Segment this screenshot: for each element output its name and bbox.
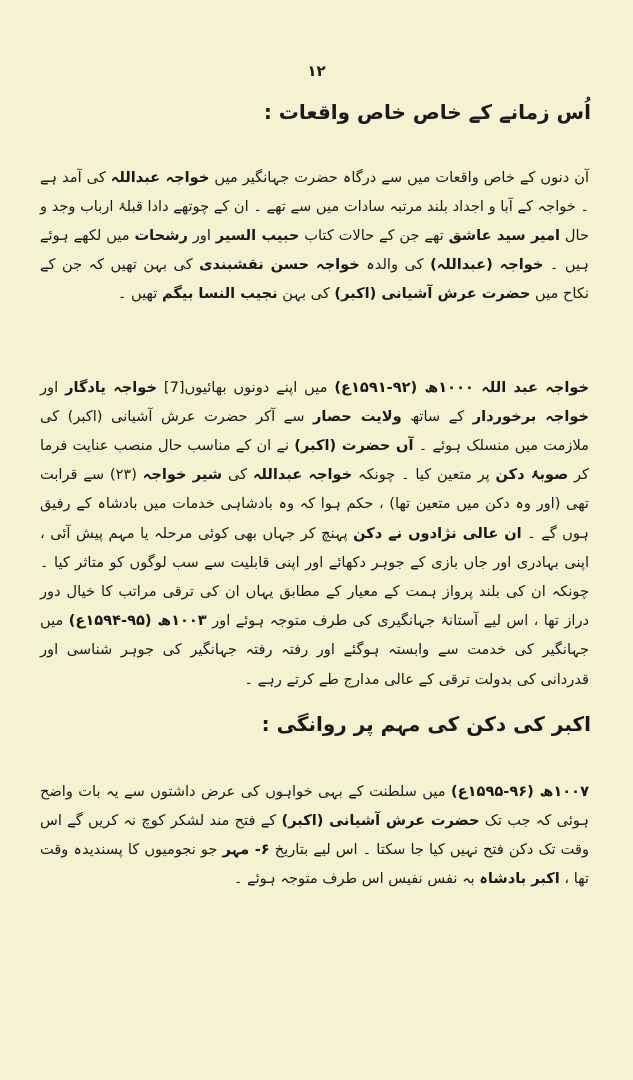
body-text: نے ان کے مناسب حال منصب عنایت فرما کر <box>40 437 589 484</box>
body-text: کے ساتھ <box>401 407 473 425</box>
body-text: تھے جن کے حالات کتاب <box>299 227 449 244</box>
body-text: پر متعین کیا ۔ چونکہ <box>352 466 496 484</box>
emphasis-text: ان عالی نژادوں نے دکن <box>353 524 522 542</box>
emphasis-text: خواجہ یادگار <box>65 378 157 396</box>
emphasis-text: ۱۰۰۷ھ (۹۶-۱۵۹۵ع) <box>450 782 589 800</box>
body-text: اور <box>40 378 66 396</box>
emphasis-text: امیر سید عاشق <box>448 227 561 244</box>
body-text: جو نجومیوں کا پسندیدہ وقت تھا ، <box>40 841 589 888</box>
page-number: ۱۲ <box>307 62 326 80</box>
paragraph-khwaja-abdullah-service <box>40 373 589 694</box>
body-text: میں اپنے دونوں بھائیوں[7] <box>156 378 335 396</box>
body-text: میں لکھے ہوئے ہیں ۔ <box>40 227 589 274</box>
body-text: تھیں ۔ <box>117 285 162 303</box>
body-text: کے فتح مند لشکر کوچ نہ کریں گے اس وقت تک دکن فتح نہیں کیا جا سکتا ۔ اس لیے بتاریخ <box>40 811 590 858</box>
paragraph-akbar-departure <box>40 777 589 894</box>
body-text: کی والدہ <box>359 256 431 274</box>
section-heading-deccan-campaign: اکبر کی دکن کی مہم پر روانگی : <box>261 712 591 736</box>
emphasis-text: حضرت عرش آشیانی (اکبر) <box>281 811 480 829</box>
emphasis-text: خواجہ حسن نقشبندی <box>199 256 360 274</box>
body-text: کی آمد ہے ۔ خواجہ کے آبا و اجداد بلند مرتبہ سادات میں سے تھے ۔ ان کے چوتھے دادا قبلۂ ارباب وجد و حال <box>40 168 589 244</box>
body-text: اور <box>187 227 216 244</box>
emphasis-text: ولایت حصار <box>313 407 402 425</box>
emphasis-text: خواجہ عبداللہ <box>252 466 353 484</box>
body-text: آن دنوں کے خاص واقعات میں سے درگاہ حضرت جہانگیر میں <box>209 168 589 186</box>
section-heading-events: اُس زمانے کے خاص خاص واقعات : <box>263 100 591 124</box>
emphasis-text: شیر خواجہ <box>142 466 223 484</box>
body-text: میں جہانگیر کی خدمت سے وابستہ ہوگئے اور رفتہ رفتہ جہانگیر کی جوہر شناسی اور قدردانی کی بدولت ترقی کے عالی مدارج طے کرتے رہے ۔ <box>40 612 589 688</box>
emphasis-text: رشحات <box>134 227 188 244</box>
emphasis-text: خواجہ برخوردار <box>472 407 589 425</box>
emphasis-text: صوبۂ دکن <box>495 466 569 484</box>
body-text: سے آکر حضرت عرش آشیانی (اکبر) کی ملازمت میں منسلک ہوئے ۔ <box>40 407 589 454</box>
paragraph-khwaja-abdullah-arrival <box>40 163 589 309</box>
emphasis-text: آں حضرت (اکبر) <box>294 437 414 454</box>
body-text: میں سلطنت کے بہی خواہوں کی عرض داشتوں سے یہ بات واضح ہوئی کہ جب تک <box>40 782 589 829</box>
emphasis-text: خواجہ (عبداللہ) <box>430 256 544 274</box>
body-text: کی بہن تھیں کہ جن کے نکاح میں <box>40 256 589 303</box>
emphasis-text: اکبر بادشاہ <box>479 870 560 888</box>
emphasis-text: حبیب السیر <box>215 227 300 244</box>
body-text: بہ نفس نفیس اس طرف متوجہ ہوئے ۔ <box>233 870 480 888</box>
emphasis-text: خواجہ عبد اللہ ۱۰۰۰ھ (۹۲-۱۵۹۱ع) <box>334 378 589 396</box>
body-text: (۲۳) سے قرابت تھی (اور وہ دکن میں متعین تھا) ، حکم ہوا کہ وہ بادشاہی خدمات میں بادشاہ کے رفیق ہوں گے ۔ <box>40 466 589 542</box>
body-text: کی بہن <box>277 285 335 303</box>
emphasis-text: نجیب النسا بیگم <box>161 285 278 303</box>
body-text: کی <box>222 466 253 484</box>
emphasis-text: حضرت عرش آشیانی (اکبر) <box>334 285 531 303</box>
emphasis-text: ۶- مہر <box>222 841 270 858</box>
emphasis-text: خواجہ عبداللہ <box>110 168 210 186</box>
emphasis-text: ۱۰۰۳ھ (۹۵-۱۵۹۴ع) <box>68 612 207 630</box>
body-text: پہنچ کر جہاں بھی کوئی مرحلہ یا مہم پیش آئی ، اپنی بہادری اور جاں بازی کے جوہر دکھائے اور اپنی قابلیت سے سب لوگوں کو متاثر کیا ۔ چونکہ ان کی بلند پرواز ہمت کے معیار کے مطابق یہاں ان کی ترقی مراتب کا خیال دور دراز تھا ، اس لیے آستانۂ جہانگیری کی طرف متوجہ ہوئے اور <box>40 524 589 630</box>
